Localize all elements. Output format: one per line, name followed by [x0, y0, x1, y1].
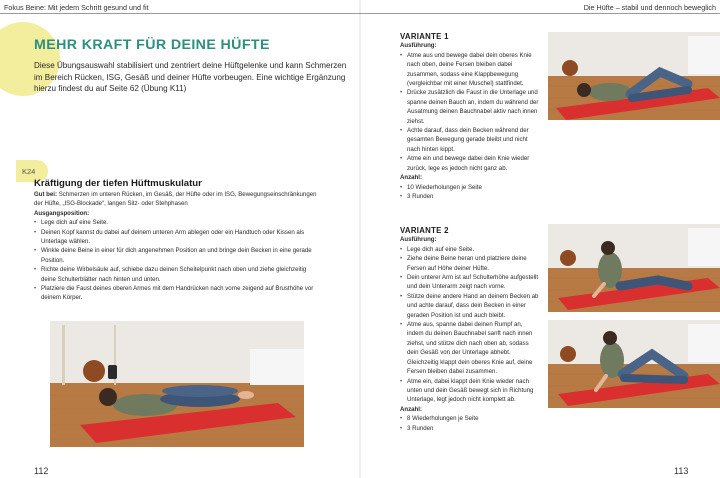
list-item: • 3 Runden — [400, 424, 540, 433]
list-item: • Platziere die Faust deines oberen Armes mit dem Handrücken nach vorne zeigend auf Brusthöhe vor deinem Körper. — [34, 284, 322, 303]
exercise-code-badge: K24 — [16, 160, 48, 182]
variant-1-count-list — [400, 183, 540, 202]
list-item: • Lege dich auf eine Seite. — [34, 218, 322, 227]
page-title: MEHR KRAFT FÜR DEINE HÜFTE — [34, 37, 270, 53]
variant-1-count-label: Anzahl: — [400, 174, 423, 182]
book-spine — [359, 0, 361, 478]
list-item: • Lege dich auf eine Seite. — [400, 245, 540, 254]
list-item: • 8 Wiederholungen je Seite — [400, 414, 540, 423]
variant-2-photo-lift — [548, 320, 720, 408]
variant-2-count-list — [400, 414, 540, 433]
list-item: • Deinen Kopf kannst du dabei auf deinem unteren Arm ablegen oder ein Handtuch oder Kissen als Unterlage wählen. — [34, 228, 322, 247]
variant-2-title: VARIANTE 2 — [400, 226, 449, 235]
variant-2-section — [400, 226, 540, 433]
variant-2-steps — [400, 245, 540, 405]
list-item: • Richte deine Wirbelsäule auf, schiebe dazu deinen Scheitelpunkt nach oben und ziehe gleichzeitig deine Schulterblätter nach hinten und unten. — [34, 265, 322, 284]
variant-2-photo-start — [548, 224, 720, 312]
variant-1-photo — [548, 32, 720, 120]
variant-1-title: VARIANTE 1 — [400, 32, 449, 41]
exercise-photo-start-position — [50, 321, 304, 447]
variant-1-exec-label: Ausführung: — [400, 42, 437, 50]
running-header-right: Die Hüfte – stabil und dennoch beweglich — [583, 3, 716, 12]
list-item: • Ziehe deine Beine heran und platziere deine Fersen auf Höhe deiner Hüfte. — [400, 254, 540, 273]
variant-1-section — [400, 32, 540, 201]
header-rule-right — [360, 13, 720, 14]
list-item: • Winkle deine Beine in einer für dich angenehmen Position an und bringe dein Becken in eine gerade Position. — [34, 246, 322, 265]
list-item: • Drücke zusätzlich die Faust in die Unterlage und spanne deinen Bauch an, indem du während der Ausatmung deinen Bauchnabel aktiv nach innen ziehst. — [400, 88, 540, 126]
good-for-text: Schmerzen im unteren Rücken, im Gesäß, der Hüfte oder im ISG, Bewegungseinschränkungen der Hüfte, „ISG-Blockade“, langen Sitz- oder Stehphasen — [34, 191, 317, 208]
good-for-line — [34, 190, 322, 209]
variant-1-steps — [400, 51, 540, 173]
list-item: • Atme ein und bewege dabei dein Knie wieder zurück, lege es jedoch nicht ganz ab. — [400, 154, 540, 173]
page-number-left: 112 — [34, 466, 49, 476]
start-position-list — [34, 218, 322, 303]
list-item: • Dein unterer Arm ist auf Schulterhöhe aufgestellt und dein Unterarm zeigt nach vorne. — [400, 273, 540, 292]
running-header-left: Fokus Beine: Mit jedem Schritt gesund und fit — [4, 3, 149, 12]
list-item: • Atme ein, dabei klappt dein Knie wieder nach unten und dein Gesäß bewegt sich in Richtung Unterlage, legt jedoch nicht komplett ab. — [400, 377, 540, 405]
exercise-title: Kräftigung der tiefen Hüftmuskulatur — [34, 178, 202, 189]
page-number-right: 113 — [674, 466, 689, 476]
list-item: • 10 Wiederholungen je Seite — [400, 183, 540, 192]
list-item: • 3 Runden — [400, 192, 540, 201]
list-item: • Stütze deine andere Hand an deinem Becken ab und achte darauf, dass dein Becken in einer geraden Position ist und auch bleibt. — [400, 292, 540, 320]
variant-2-count-label: Anzahl: — [400, 405, 423, 413]
list-item: • Achte darauf, dass dein Becken während der gesamten Bewegung gerade bleibt und nicht nach hinten kippt. — [400, 126, 540, 154]
intro-paragraph: Diese Übungsauswahl stabilisiert und zentriert deine Hüftgelenke und kann Schmerzen im Bereich Rücken, ISG, Gesäß und deiner Hüfte vorbeugen. Eine wichtige Ergänzung hierzu findest du auf Seite 62 (Übung K11) — [34, 61, 347, 94]
variant-2-exec-label: Ausführung: — [400, 236, 437, 244]
exercise-description — [34, 190, 322, 303]
header-rule-left — [0, 13, 360, 14]
list-item: • Atme aus und bewege dabei dein oberes Knie nach oben, deine Fersen bleiben dabei zusammen, sodass eine Klappbewegung (vergleichbar mit einer Muschel) stattfindet. — [400, 51, 540, 89]
good-for-label: Gut bei: — [34, 191, 58, 198]
start-position-label: Ausgangsposition: — [34, 209, 90, 217]
list-item: • Atme aus, spanne dabei deinen Rumpf an, indem du deinen Bauchnabel sanft nach innen ziehst, und stütze dich nach oben ab, sodass dein Gesäß von der Unterlage abhebt. Gleichzeitig klappt dein oberes Knie auf, deine Fersen bleiben dabei zusammen. — [400, 320, 540, 376]
